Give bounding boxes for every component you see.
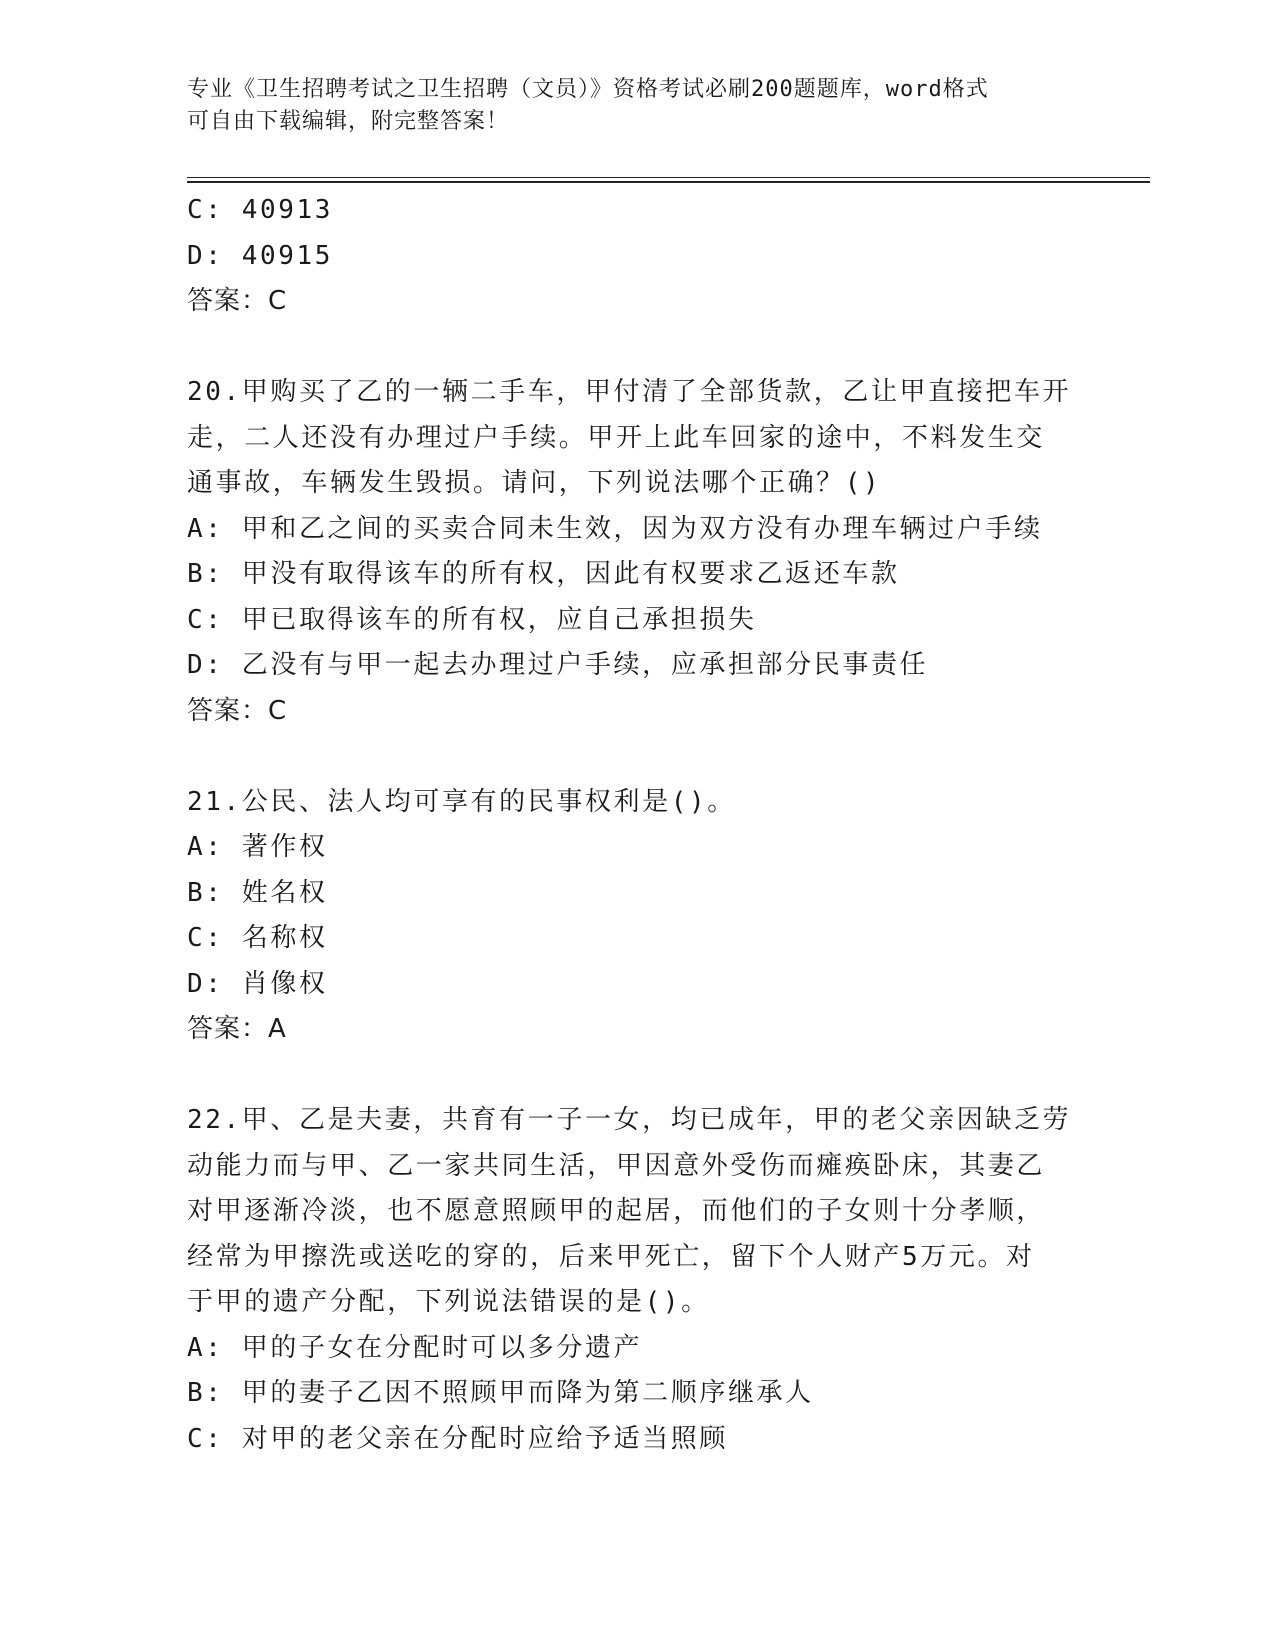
spacer (187, 734, 1087, 780)
header-divider-thick (187, 181, 1150, 183)
question-stem: 通事故，车辆发生毁损。请问，下列说法哪个正确？() (187, 468, 882, 498)
option-c: C: 名称权 (187, 923, 328, 953)
option-c: C: 对甲的老父亲在分配时应给予适当照顾 (187, 1423, 728, 1454)
header-title-line-2: 可自由下载编辑，附完整答案！ (187, 109, 510, 134)
answer-line: 答案：C (187, 695, 288, 726)
option-a: A: 甲的子女在分配时可以多分遗产 (187, 1332, 643, 1363)
question-stem: 动能力而与甲、乙一家共同生活，甲因意外受伤而瘫痪卧床，其妻乙 (187, 1150, 1046, 1181)
question-stem: 经常为甲擦洗或送吃的穿的，后来甲死亡，留下个人财产5万元。对 (187, 1241, 1035, 1272)
option-b: B: 甲没有取得该车的所有权，因此有权要求乙返还车款 (187, 559, 900, 589)
question-stem: 走，二人还没有办理过户手续。甲开上此车回家的途中，不料发生交 (187, 422, 1046, 453)
spacer (187, 1053, 1087, 1099)
question-stem: 20.甲购买了乙的一辆二手车，甲付清了全部货款，乙让甲直接把车开 (187, 377, 1072, 407)
document-header (187, 74, 1067, 138)
answer-line: 答案：C (187, 286, 288, 316)
option-d: D: 40915 (187, 240, 334, 271)
question-stem: 21.公民、法人均可享有的民事权利是()。 (187, 786, 736, 817)
option-c: C: 甲已取得该车的所有权，应自己承担损失 (187, 604, 757, 635)
option-b: B: 甲的妻子乙因不照顾甲而降为第二顺序继承人 (187, 1378, 814, 1408)
option-b: B: 姓名权 (187, 877, 328, 908)
question-stem: 对甲逐渐冷淡，也不愿意照顾甲的起居，而他们的子女则十分孝顺， (187, 1196, 1046, 1226)
spacer (187, 325, 1087, 371)
header-title-line-1: 专业《卫生招聘考试之卫生招聘（文员）》资格考试必刷200题题库，word格式 (187, 77, 989, 102)
question-stem: 22.甲、乙是夫妻，共育有一子一女，均已成年，甲的老父亲因缺乏劳 (187, 1105, 1072, 1135)
option-d: D: 乙没有与甲一起去办理过户手续，应承担部分民事责任 (187, 650, 929, 680)
answer-line: 答案：A (187, 1014, 287, 1044)
option-c: C: 40913 (187, 195, 334, 225)
header-divider-thin (187, 177, 1150, 178)
option-a: A: 著作权 (187, 832, 328, 862)
question-20 (187, 370, 1087, 734)
previous-question-tail (187, 188, 1087, 325)
option-d: D: 肖像权 (187, 968, 328, 999)
question-22 (187, 1098, 1087, 1462)
option-a: A: 甲和乙之间的买卖合同未生效，因为双方没有办理车辆过户手续 (187, 513, 1043, 544)
question-21 (187, 780, 1087, 1053)
question-stem: 于甲的遗产分配，下列说法错误的是()。 (187, 1287, 710, 1317)
question-list (187, 188, 1087, 1462)
